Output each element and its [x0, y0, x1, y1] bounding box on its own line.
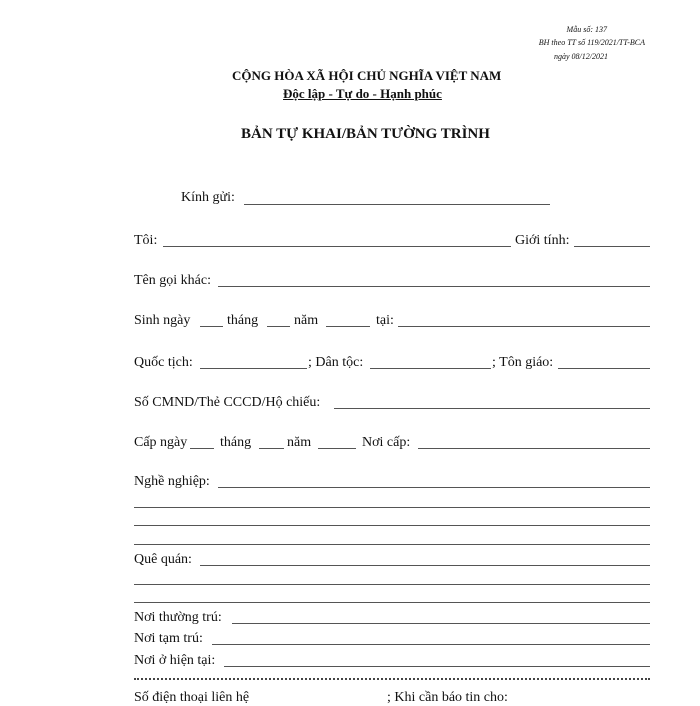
issue-year-line[interactable]: [318, 448, 356, 449]
birth-year-line[interactable]: [326, 326, 370, 327]
permanent-residence-label: Nơi thường trú:: [134, 610, 222, 625]
issue-date-label: Cấp ngày: [134, 435, 188, 450]
issue-month-line[interactable]: [259, 448, 284, 449]
recipient-line[interactable]: [244, 204, 550, 205]
recipient-label: Kính gửi:: [181, 190, 235, 205]
national-motto: Độc lập - Tự do - Hạnh phúc: [283, 86, 442, 101]
id-number-line[interactable]: [334, 408, 650, 409]
nationality-label: Quốc tịch:: [134, 355, 193, 370]
name-line[interactable]: [163, 246, 511, 247]
current-address-label: Nơi ở hiện tại:: [134, 653, 216, 668]
id-number-label: Số CMND/Thẻ CCCD/Hộ chiếu:: [134, 395, 321, 410]
hometown-extra-line[interactable]: [134, 602, 650, 603]
ethnicity-line[interactable]: [370, 368, 491, 369]
emergency-contact-label: ; Khi cần báo tin cho:: [387, 690, 508, 705]
gender-line[interactable]: [574, 246, 650, 247]
phone-label: Số điện thoại liên hệ: [134, 690, 250, 705]
form-number: Mẫu số: 137: [566, 25, 607, 34]
occupation-label: Nghề nghiệp:: [134, 474, 210, 489]
birth-month-label: tháng: [227, 313, 259, 328]
birth-place-line[interactable]: [398, 326, 650, 327]
national-title: CỘNG HÒA XÃ HỘI CHỦ NGHĨA VIỆT NAM: [232, 68, 502, 83]
occupation-extra-line[interactable]: [134, 525, 650, 526]
alias-line[interactable]: [218, 286, 650, 287]
ethnicity-label: ; Dân tộc:: [308, 355, 364, 370]
name-label: Tôi:: [134, 233, 158, 248]
occupation-extra-line[interactable]: [134, 544, 650, 545]
permanent-residence-line[interactable]: [232, 623, 650, 624]
birth-day-line[interactable]: [200, 326, 223, 327]
occupation-line[interactable]: [218, 487, 650, 488]
birth-place-label: tại:: [376, 313, 394, 328]
dotted-separator: [134, 678, 650, 680]
alias-label: Tên gọi khác:: [134, 273, 211, 288]
birth-month-line[interactable]: [267, 326, 290, 327]
hometown-label: Quê quán:: [134, 552, 192, 567]
birth-year-label: năm: [294, 313, 319, 328]
gender-label: Giới tính:: [515, 233, 570, 248]
nationality-line[interactable]: [200, 368, 307, 369]
current-address-line[interactable]: [224, 666, 650, 667]
hometown-extra-line[interactable]: [134, 584, 650, 585]
temporary-residence-line[interactable]: [212, 644, 650, 645]
occupation-extra-line[interactable]: [134, 507, 650, 508]
circular-reference: BH theo TT số 119/2021/TT-BCA: [538, 38, 645, 47]
issue-year-label: năm: [287, 435, 312, 450]
temporary-residence-label: Nơi tạm trú:: [134, 631, 203, 646]
form-date: ngày 08/12/2021: [554, 52, 608, 61]
issue-month-label: tháng: [220, 435, 252, 450]
birth-date-label: Sinh ngày: [134, 313, 191, 328]
hometown-line[interactable]: [200, 565, 650, 566]
issue-place-line[interactable]: [418, 448, 650, 449]
document-title: BẢN TỰ KHAI/BẢN TƯỜNG TRÌNH: [241, 126, 490, 142]
religion-line[interactable]: [558, 368, 650, 369]
issue-place-label: Nơi cấp:: [362, 435, 411, 450]
religion-label: ; Tôn giáo:: [492, 355, 554, 370]
issue-day-line[interactable]: [190, 448, 214, 449]
